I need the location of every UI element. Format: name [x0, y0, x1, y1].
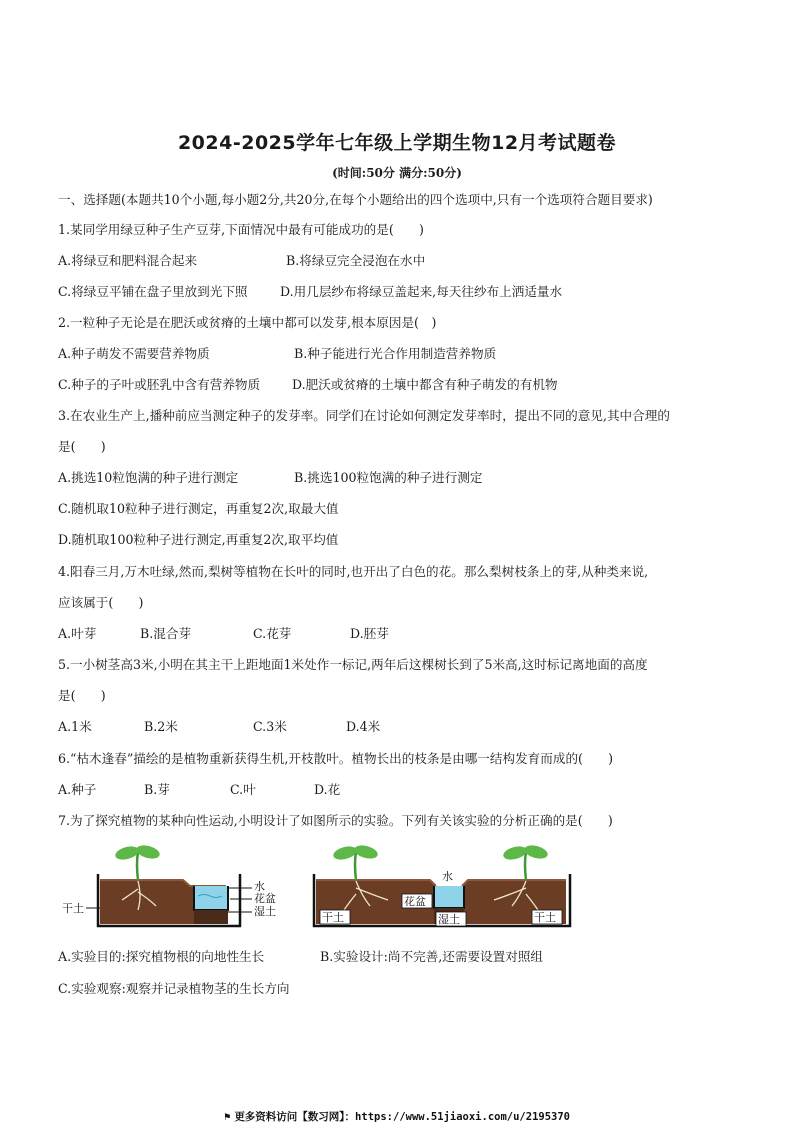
question-3-option-c: C.随机取10粒种子进行测定，再重复2次,取最大值 [58, 501, 339, 516]
question-5-stem-line1: 5.一小树茎高3米,小明在其主干上距地面1米处作一标记,两年后这棵树长到了5米高,这时标记离地面的高度 [58, 657, 648, 672]
q6-option-c: C.叶 [230, 782, 256, 797]
right-water [434, 886, 464, 908]
experiment-figure [58, 844, 598, 939]
section-heading: 一、选择题(本题共10个小题,每小题2分,共20分,在每个小题给出的四个选项中,只有一个选项符合题目要求) [58, 192, 653, 207]
left-water [194, 886, 228, 910]
q1-option-b: B.将绿豆完全浸泡在水中 [286, 253, 426, 268]
q4-option-a: A.叶芽 [58, 626, 97, 641]
q1-option-a: A.将绿豆和肥料混合起来 [58, 253, 198, 268]
q1-option-d: D.用几层纱布将绿豆盖起来,每天往纱布上洒适量水 [280, 284, 563, 299]
question-3-option-d: D.随机取100粒种子进行测定,再重复2次,取平均值 [58, 532, 339, 547]
question-1-stem: 1.某同学用绿豆种子生产豆芽,下面情况中最有可能成功的是( ) [58, 222, 424, 237]
question-6-stem: 6.“枯木逢春”描绘的是植物重新获得生机,开枝散叶。植物长出的枝条是由哪一结构发育而成的( ) [58, 751, 614, 766]
question-5-stem-line2: 是( ) [58, 688, 106, 703]
q4-option-b: B.混合芽 [140, 626, 192, 641]
left-setup [62, 844, 276, 926]
q6-option-a: A.种子 [58, 782, 97, 797]
q6-option-d: D.花 [314, 782, 341, 797]
question-2-stem: 2.一粒种子无论是在肥沃或贫瘠的土壤中都可以发芽,根本原因是( ) [58, 315, 437, 330]
right-setup [314, 844, 570, 926]
question-4-stem-line1: 4.阳春三月,万木吐绿,然而,梨树等植物在长叶的同时,也开出了白色的花。那么梨树枝条上的芽,从种类来说, [58, 564, 649, 579]
q5-option-d: D.4米 [346, 719, 381, 734]
q7-option-b: B.实验设计:尚不完善,还需要设置对照组 [320, 949, 544, 964]
right-label-dry-soil-left: 干土 [322, 911, 344, 924]
question-3-stem-line1: 3.在农业生产上,播种前应当测定种子的发芽率。同学们在讨论如何测定发芽率时，提出不同的意见,其中合理的 [58, 408, 670, 423]
q6-option-b: B.芽 [144, 782, 170, 797]
q1-option-c: C.将绿豆平铺在盘子里放到光下照 [58, 284, 248, 299]
flag-icon: ⚑ [223, 1111, 231, 1123]
exam-time-score: (时间:50分 满分:50分) [332, 166, 462, 180]
question-3-stem-line2: 是( ) [58, 439, 106, 454]
question-4-stem-line2: 应该属于( ) [58, 595, 144, 610]
q2-option-d: D.肥沃或贫瘠的土壤中都含有种子萌发的有机物 [292, 377, 558, 392]
q5-option-a: A.1米 [58, 719, 92, 734]
q7-option-a: A.实验目的:探究植物根的向地性生长 [58, 949, 265, 964]
question-7-option-c: C.实验观察:观察并记录植物茎的生长方向 [58, 981, 290, 996]
q2-option-a: A.种子萌发不需要营养物质 [58, 346, 210, 361]
q4-option-c: C.花芽 [253, 626, 292, 641]
left-wet-soil [194, 910, 228, 924]
right-label-dry-soil-right: 干土 [534, 911, 556, 924]
q3-option-b: B.挑选100粒饱满的种子进行测定 [294, 470, 483, 485]
right-label-pot: 花盆 [404, 895, 426, 908]
left-label-pot: 花盆 [254, 892, 276, 905]
left-label-wet-soil: 湿土 [254, 905, 276, 918]
left-label-water: 水 [254, 880, 265, 893]
q2-option-b: B.种子能进行光合作用制造营养物质 [294, 346, 497, 361]
footer-text: 更多资料访问【数习网】：https://www.51jiaoxi.com/u/2195370 [234, 1111, 570, 1123]
left-label-dry-soil: 干土 [62, 902, 84, 915]
q2-option-c: C.种子的子叶或胚乳中含有营养物质 [58, 377, 261, 392]
page-title: 2024-2025学年七年级上学期生物12月考试题卷 [177, 132, 617, 154]
right-label-water: 水 [442, 870, 453, 883]
q4-option-d: D.胚芽 [350, 626, 389, 641]
q5-option-b: B.2米 [144, 719, 178, 734]
question-7-stem: 7.为了探究植物的某种向性运动,小明设计了如图所示的实验。下列有关该实验的分析正确的是( ) [58, 813, 613, 828]
footer-link[interactable] [0, 1109, 794, 1124]
right-label-wet-soil: 湿土 [438, 913, 460, 926]
q5-option-c: C.3米 [253, 719, 287, 734]
q3-option-a: A.挑选10粒饱满的种子进行测定 [58, 470, 239, 485]
